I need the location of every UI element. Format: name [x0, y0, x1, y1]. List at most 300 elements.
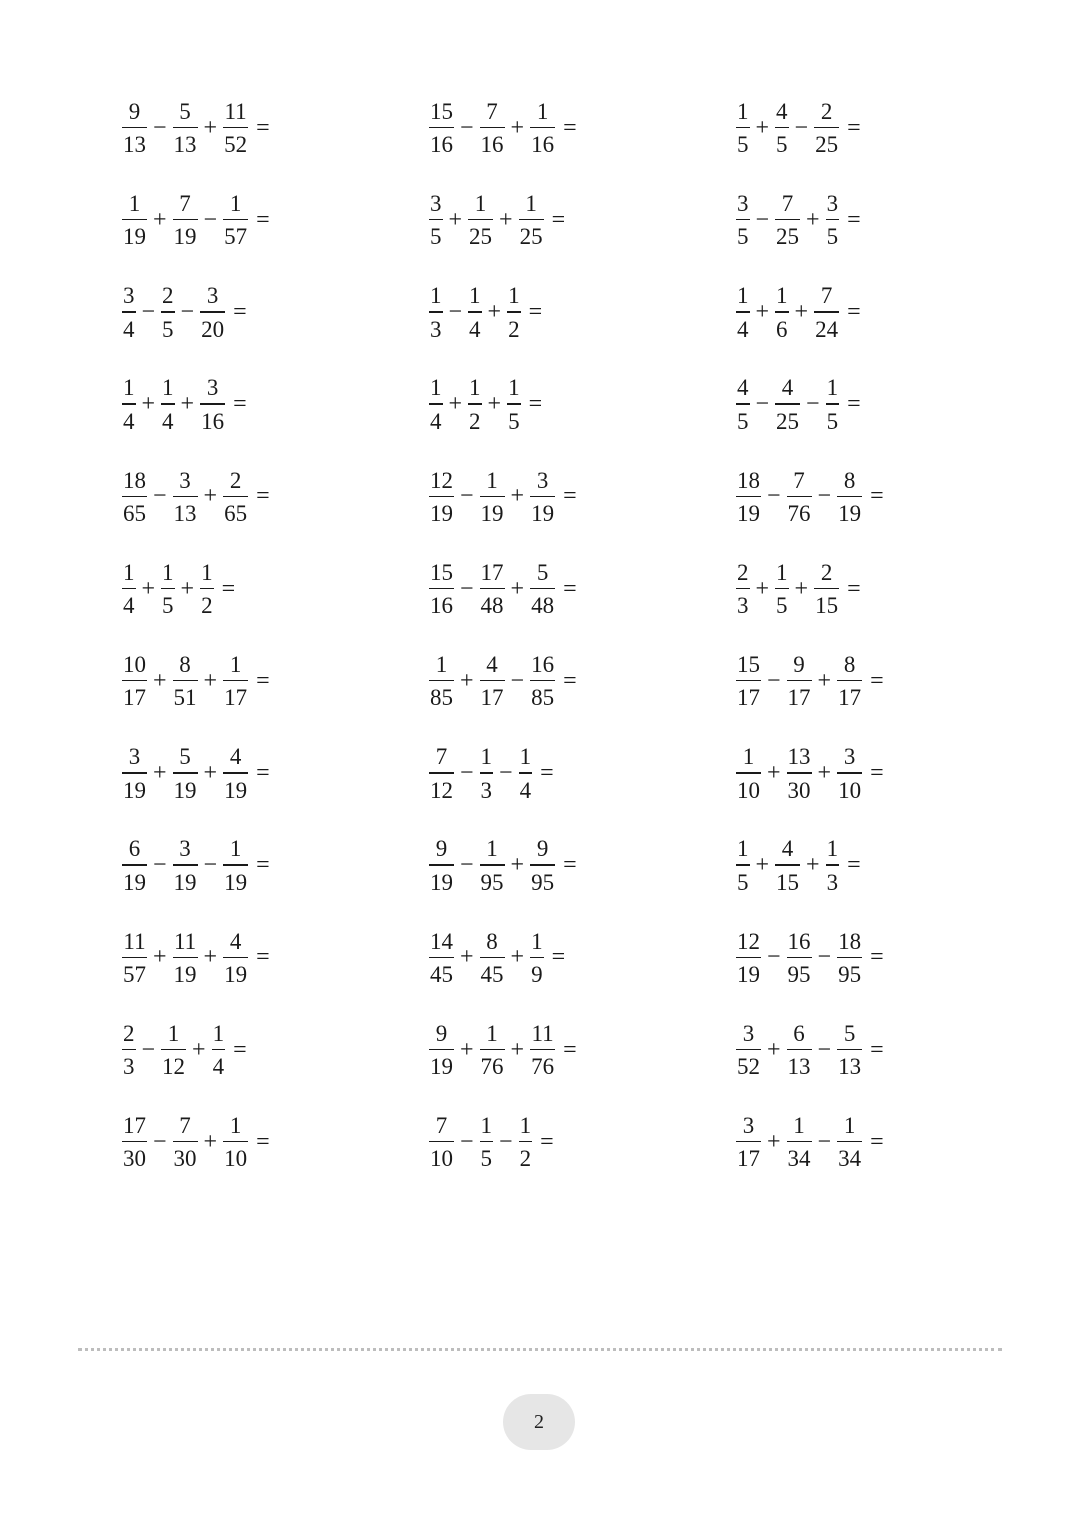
numerator: 3 — [536, 467, 549, 493]
denominator: 5 — [776, 132, 788, 158]
fraction — [223, 469, 248, 526]
minus-operator: − — [755, 391, 770, 418]
numerator: 8 — [486, 928, 498, 954]
numerator: 14 — [430, 928, 453, 954]
equals-sign: = — [233, 298, 247, 325]
equals-sign: = — [528, 298, 543, 325]
denominator: 95 — [838, 962, 862, 988]
plus-operator: + — [153, 759, 167, 786]
denominator: 48 — [531, 593, 555, 619]
numerator: 4 — [229, 744, 242, 770]
numerator: 18 — [737, 467, 760, 493]
plus-operator: + — [510, 852, 525, 879]
denominator: 5 — [737, 224, 749, 250]
fraction — [429, 469, 454, 526]
denominator: 3 — [826, 869, 839, 895]
problem-4 — [122, 185, 270, 255]
plus-operator: + — [487, 298, 502, 325]
numerator: 1 — [737, 283, 749, 309]
numerator: 3 — [737, 190, 749, 216]
fraction — [787, 930, 812, 987]
problem-34 — [122, 1107, 270, 1177]
equals-sign: = — [233, 391, 247, 418]
denominator: 19 — [224, 777, 248, 803]
numerator: 3 — [179, 467, 191, 493]
denominator: 16 — [480, 132, 504, 158]
equals-sign: = — [256, 944, 270, 971]
plus-operator: + — [767, 1128, 781, 1155]
numerator: 2 — [123, 1020, 135, 1046]
fraction — [429, 1114, 454, 1171]
numerator: 4 — [486, 651, 498, 677]
fraction — [530, 837, 555, 894]
problem-26 — [429, 831, 577, 901]
numerator: 1 — [536, 98, 549, 124]
plus-operator: + — [141, 575, 156, 602]
numerator: 1 — [519, 744, 532, 770]
plus-operator: + — [755, 852, 770, 879]
fraction — [429, 930, 454, 987]
fraction — [468, 192, 493, 249]
numerator: 1 — [128, 190, 141, 216]
denominator: 19 — [430, 869, 453, 895]
plus-operator: + — [794, 575, 809, 602]
fraction — [223, 1114, 248, 1171]
denominator: 76 — [480, 1054, 504, 1080]
problem-28 — [122, 923, 270, 993]
problem-2 — [429, 93, 577, 163]
problem-10 — [122, 370, 247, 440]
equals-sign: = — [256, 483, 270, 510]
minus-operator: − — [755, 206, 770, 233]
numerator: 11 — [224, 98, 247, 124]
numerator: 18 — [838, 928, 862, 954]
numerator: 8 — [843, 467, 856, 493]
denominator: 19 — [430, 1054, 453, 1080]
minus-operator: − — [203, 206, 218, 233]
problem-6 — [736, 185, 861, 255]
denominator: 76 — [531, 1054, 555, 1080]
plus-operator: + — [180, 575, 195, 602]
minus-operator: − — [767, 667, 781, 694]
fraction — [837, 745, 862, 802]
denominator: 19 — [224, 962, 248, 988]
fraction — [775, 837, 800, 894]
fraction — [736, 284, 750, 341]
denominator: 15 — [815, 593, 839, 619]
fraction — [173, 1114, 198, 1171]
fraction — [429, 837, 454, 894]
denominator: 2 — [508, 316, 520, 342]
numerator: 1 — [486, 1020, 498, 1046]
plus-operator: + — [180, 391, 195, 418]
equals-sign: = — [256, 759, 270, 786]
fraction — [223, 837, 248, 894]
equals-sign: = — [847, 298, 861, 325]
denominator: 5 — [737, 132, 749, 158]
numerator: 1 — [212, 1020, 225, 1046]
problem-25 — [122, 831, 270, 901]
fraction — [814, 100, 839, 157]
denominator: 2 — [519, 1146, 532, 1172]
denominator: 95 — [480, 869, 504, 895]
numerator: 1 — [167, 1020, 180, 1046]
fraction — [429, 192, 443, 249]
problem-11 — [429, 370, 542, 440]
numerator: 1 — [826, 836, 839, 862]
fraction — [775, 376, 800, 433]
fraction — [429, 653, 454, 710]
problem-29 — [429, 923, 565, 993]
denominator: 3 — [737, 593, 749, 619]
denominator: 5 — [430, 224, 442, 250]
fraction — [429, 100, 454, 157]
denominator: 19 — [123, 777, 146, 803]
plus-operator: + — [767, 1036, 781, 1063]
minus-operator: − — [460, 575, 474, 602]
denominator: 25 — [469, 224, 493, 250]
denominator: 5 — [826, 408, 839, 434]
fraction — [480, 561, 505, 618]
numerator: 15 — [737, 651, 760, 677]
denominator: 19 — [224, 869, 248, 895]
numerator: 1 — [508, 375, 520, 401]
equals-sign: = — [540, 759, 554, 786]
denominator: 12 — [162, 1054, 186, 1080]
equals-sign: = — [233, 1036, 247, 1063]
denominator: 19 — [173, 224, 197, 250]
fraction — [468, 376, 482, 433]
fraction — [173, 653, 198, 710]
minus-operator: − — [203, 852, 218, 879]
fraction — [122, 653, 147, 710]
numerator: 4 — [229, 928, 242, 954]
denominator: 4 — [430, 408, 442, 434]
equals-sign: = — [528, 391, 543, 418]
denominator: 13 — [787, 1054, 811, 1080]
numerator: 3 — [123, 283, 135, 309]
plus-operator: + — [487, 391, 502, 418]
numerator: 1 — [737, 836, 749, 862]
equals-sign: = — [847, 391, 861, 418]
denominator: 4 — [123, 316, 135, 342]
fraction — [122, 192, 147, 249]
denominator: 20 — [201, 316, 225, 342]
numerator: 1 — [201, 559, 213, 585]
problem-20 — [429, 646, 577, 716]
fraction — [530, 100, 555, 157]
equals-sign: = — [221, 575, 236, 602]
fraction — [736, 192, 750, 249]
numerator: 3 — [206, 283, 219, 309]
numerator: 1 — [480, 1112, 493, 1138]
minus-operator: − — [153, 1128, 167, 1155]
denominator: 4 — [162, 408, 174, 434]
fraction — [826, 837, 840, 894]
fraction — [837, 930, 862, 987]
equals-sign: = — [563, 1036, 577, 1063]
dotted-divider — [78, 1348, 1002, 1351]
denominator: 10 — [737, 777, 760, 803]
plus-operator: + — [448, 391, 463, 418]
numerator: 1 — [826, 375, 839, 401]
fraction — [530, 653, 555, 710]
fraction — [173, 192, 198, 249]
numerator: 5 — [843, 1020, 856, 1046]
numerator: 3 — [826, 190, 839, 216]
denominator: 15 — [776, 869, 800, 895]
numerator: 3 — [206, 375, 219, 401]
numerator: 4 — [776, 98, 788, 124]
fraction — [223, 192, 248, 249]
equals-sign: = — [870, 944, 884, 971]
fraction — [468, 284, 482, 341]
denominator: 3 — [430, 316, 442, 342]
denominator: 4 — [737, 316, 749, 342]
fraction — [736, 100, 750, 157]
fraction — [826, 192, 840, 249]
numerator: 8 — [843, 651, 856, 677]
numerator: 16 — [787, 928, 811, 954]
equals-sign: = — [256, 114, 270, 141]
numerator: 1 — [480, 744, 493, 770]
equals-sign: = — [847, 114, 861, 141]
denominator: 6 — [776, 316, 788, 342]
fraction — [161, 284, 175, 341]
numerator: 5 — [536, 559, 549, 585]
fraction — [200, 376, 225, 433]
plus-operator: + — [817, 759, 832, 786]
fraction — [200, 284, 225, 341]
denominator: 9 — [531, 962, 543, 988]
plus-operator: + — [767, 759, 781, 786]
fraction — [480, 100, 505, 157]
fraction — [775, 192, 800, 249]
denominator: 17 — [123, 685, 146, 711]
fraction — [837, 469, 862, 526]
minus-operator: − — [180, 298, 195, 325]
problem-14 — [429, 462, 577, 532]
numerator: 17 — [480, 559, 504, 585]
denominator: 17 — [737, 1146, 760, 1172]
denominator: 13 — [173, 501, 197, 527]
minus-operator: − — [460, 114, 474, 141]
fraction — [223, 745, 248, 802]
plus-operator: + — [499, 206, 513, 233]
denominator: 30 — [173, 1146, 197, 1172]
equals-sign: = — [870, 483, 884, 510]
denominator: 19 — [123, 224, 146, 250]
minus-operator: − — [817, 944, 832, 971]
fraction — [480, 469, 505, 526]
denominator: 3 — [123, 1054, 135, 1080]
numerator: 1 — [525, 190, 537, 216]
denominator: 17 — [787, 685, 811, 711]
numerator: 7 — [435, 1112, 448, 1138]
problem-18 — [736, 554, 861, 624]
fraction — [519, 1114, 533, 1171]
denominator: 19 — [173, 777, 197, 803]
denominator: 19 — [838, 501, 862, 527]
fraction — [161, 376, 175, 433]
minus-operator: − — [767, 483, 781, 510]
denominator: 5 — [737, 869, 749, 895]
denominator: 65 — [123, 501, 146, 527]
fraction — [480, 930, 505, 987]
denominator: 4 — [519, 777, 532, 803]
denominator: 52 — [224, 132, 248, 158]
fraction — [530, 561, 555, 618]
denominator: 4 — [469, 316, 481, 342]
numerator: 1 — [162, 375, 174, 401]
denominator: 5 — [737, 408, 749, 434]
fraction — [161, 1022, 186, 1079]
minus-operator: − — [153, 483, 167, 510]
equals-sign: = — [870, 667, 884, 694]
plus-operator: + — [192, 1036, 206, 1063]
denominator: 85 — [531, 685, 555, 711]
denominator: 25 — [519, 224, 543, 250]
fraction — [736, 1114, 761, 1171]
problem-15 — [736, 462, 884, 532]
minus-operator: − — [460, 759, 474, 786]
denominator: 19 — [737, 962, 760, 988]
denominator: 3 — [480, 777, 493, 803]
numerator: 3 — [742, 1112, 755, 1138]
fraction — [736, 653, 761, 710]
numerator: 1 — [430, 283, 442, 309]
fraction — [223, 930, 248, 987]
plus-operator: + — [510, 1036, 525, 1063]
denominator: 10 — [224, 1146, 248, 1172]
fraction — [223, 100, 248, 157]
denominator: 76 — [787, 501, 811, 527]
fraction — [814, 561, 839, 618]
denominator: 16 — [430, 593, 453, 619]
denominator: 13 — [123, 132, 146, 158]
denominator: 5 — [162, 316, 174, 342]
denominator: 5 — [508, 408, 520, 434]
plus-operator: + — [141, 391, 156, 418]
numerator: 1 — [843, 1112, 856, 1138]
minus-operator: − — [460, 483, 474, 510]
plus-operator: + — [510, 483, 525, 510]
fraction — [480, 837, 505, 894]
plus-operator: + — [510, 944, 525, 971]
fraction — [429, 376, 443, 433]
minus-operator: − — [499, 1128, 513, 1155]
fraction — [122, 745, 147, 802]
numerator: 1 — [229, 190, 242, 216]
plus-operator: + — [203, 667, 218, 694]
plus-operator: + — [794, 298, 809, 325]
minus-operator: − — [806, 391, 820, 418]
fraction — [530, 469, 555, 526]
denominator: 45 — [480, 962, 504, 988]
denominator: 2 — [469, 408, 481, 434]
fraction — [429, 745, 454, 802]
fraction — [826, 376, 840, 433]
numerator: 7 — [179, 190, 191, 216]
numerator: 3 — [430, 190, 442, 216]
fraction — [736, 561, 750, 618]
fraction — [173, 745, 198, 802]
numerator: 17 — [123, 1112, 146, 1138]
denominator: 4 — [212, 1054, 225, 1080]
equals-sign: = — [563, 114, 577, 141]
denominator: 34 — [787, 1146, 811, 1172]
numerator: 2 — [820, 98, 833, 124]
equals-sign: = — [847, 575, 861, 602]
minus-operator: − — [817, 483, 832, 510]
fraction — [212, 1022, 226, 1079]
fraction — [775, 100, 789, 157]
denominator: 16 — [201, 408, 225, 434]
numerator: 1 — [776, 559, 788, 585]
problem-19 — [122, 646, 270, 716]
fraction — [775, 561, 789, 618]
fraction — [787, 653, 812, 710]
fraction — [736, 469, 761, 526]
numerator: 1 — [229, 651, 242, 677]
numerator: 15 — [430, 98, 453, 124]
denominator: 13 — [173, 132, 197, 158]
denominator: 5 — [776, 593, 788, 619]
fraction — [736, 930, 761, 987]
denominator: 4 — [123, 593, 135, 619]
denominator: 25 — [776, 224, 800, 250]
plus-operator: + — [153, 667, 167, 694]
minus-operator: − — [460, 852, 474, 879]
numerator: 5 — [179, 744, 191, 770]
problem-36 — [736, 1107, 884, 1177]
denominator: 57 — [123, 962, 146, 988]
numerator: 15 — [430, 559, 453, 585]
numerator: 3 — [179, 836, 191, 862]
problem-27 — [736, 831, 861, 901]
plus-operator: + — [510, 575, 525, 602]
fraction — [122, 100, 147, 157]
plus-operator: + — [448, 206, 463, 233]
fraction — [173, 930, 198, 987]
numerator: 7 — [435, 744, 448, 770]
numerator: 10 — [123, 651, 146, 677]
equals-sign: = — [551, 206, 566, 233]
denominator: 5 — [826, 224, 839, 250]
numerator: 6 — [128, 836, 141, 862]
fraction — [480, 745, 494, 802]
problem-13 — [122, 462, 270, 532]
denominator: 19 — [173, 869, 197, 895]
denominator: 19 — [430, 501, 453, 527]
minus-operator: − — [817, 1128, 832, 1155]
numerator: 9 — [536, 836, 549, 862]
denominator: 24 — [815, 316, 839, 342]
numerator: 9 — [793, 651, 805, 677]
numerator: 1 — [519, 1112, 532, 1138]
numerator: 7 — [486, 98, 498, 124]
plus-operator: + — [203, 114, 218, 141]
fraction — [736, 745, 761, 802]
numerator: 8 — [179, 651, 191, 677]
fraction — [122, 561, 136, 618]
denominator: 19 — [737, 501, 760, 527]
numerator: 1 — [486, 836, 498, 862]
fraction — [480, 1022, 505, 1079]
fraction — [122, 284, 136, 341]
denominator: 45 — [430, 962, 453, 988]
numerator: 1 — [162, 559, 174, 585]
